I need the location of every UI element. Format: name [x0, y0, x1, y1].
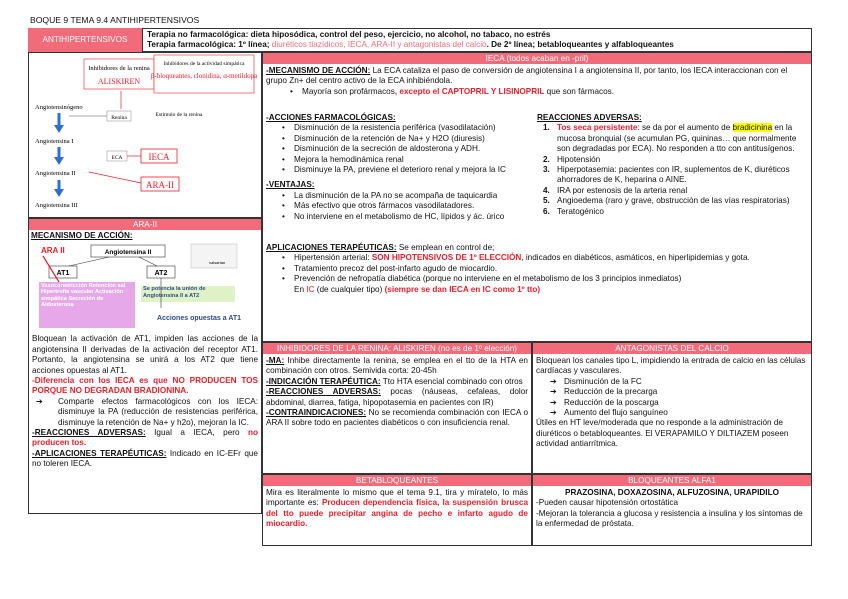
accion-item: • Disminuye la PA, previene el deterioro renal y mejora la IC — [276, 165, 528, 175]
reaccion-item — [543, 196, 809, 206]
fig-potencia-text: Se potencia la unión de Angiotensina II a AT2 — [143, 286, 206, 300]
antihipertensivos-badge — [28, 28, 142, 52]
header-box — [142, 28, 812, 52]
arrow-3-head — [54, 189, 64, 197]
page-title: BOQUE 9 TEMA 9.4 ANTIHIPERTENSIVOS — [30, 15, 200, 25]
accion-item: • Disminución de la resistencia periférica (vasodilatación) — [276, 123, 528, 133]
ieca-reaccion-1 — [543, 123, 809, 154]
renina-reac-text: pocas (náuseas, cefaleas, dolor abdominal, diarrea, fatiga, hipopotasemia en pacientes con IR) — [266, 387, 528, 407]
renina-section — [262, 342, 532, 474]
ieca-apl-title: APLICACIONES TERAPÉUTICAS: — [266, 243, 397, 252]
ieca-ventajas-title: -VENTAJAS: — [266, 180, 315, 190]
ieca-right-col — [537, 113, 809, 217]
reaccion-item — [543, 155, 809, 165]
reaccion-text: Hiperpotasemia: pacientes con IR, suplementos de K, diuréticos ahorradores de K, heparina o AINE. — [557, 165, 790, 185]
beta-text-red: Producen dependencia física, la suspensión brusca del tto puede precipitar angina de pecho e infarto agudo de miocardio. — [266, 498, 528, 529]
ieca-left-col — [266, 113, 528, 222]
renina-header: INHIBIDORES DE LA RENINA: ALISKIREN (no es de 1º elección) — [263, 343, 531, 354]
inhibidores-renina-text: Inhibidores de la renina — [88, 65, 150, 72]
eca-text: ECA — [111, 155, 123, 161]
ieca-text: IECA — [148, 152, 170, 162]
ieca-section — [262, 52, 812, 342]
ieca-mecanismo — [266, 66, 808, 87]
ara2-reac-red: no producen tos. — [32, 428, 259, 448]
ventaja-item: • La disminución de la PA no se acompaña de taquicardia — [276, 191, 528, 201]
aliskiren-text: ALISKIREN — [97, 77, 141, 86]
reaccion-item — [543, 186, 809, 196]
renina-ma-title: -MA: — [266, 356, 285, 365]
calcio-item: ➔ Reducción de la precarga — [546, 387, 808, 397]
inhib-simpatico-text: Inhibidores de la actividad simpática — [163, 61, 245, 67]
calcio-item: ➔ Aumento del flujo sanguíneo — [546, 408, 808, 418]
line2-b: . De 2º línea; betabloqueantes y alfabloqueantes — [486, 40, 674, 50]
angiotensina1-text: Angiotensina I — [35, 138, 74, 145]
renina-reac-title: -REACCIONES ADVERSAS: — [266, 387, 381, 397]
renina-contra-title: -CONTRAINDICACIONES: — [266, 408, 367, 418]
ara2-apl-text: Indicado en IC-EFr que no toleren IECA. — [32, 448, 258, 469]
arrow-1-head — [54, 125, 64, 133]
reaccion-text: IRA por estenosis de la arteria renal — [557, 185, 688, 195]
reaccion-item — [543, 207, 809, 217]
apl4-a: En — [294, 284, 307, 294]
renina-text: Renina — [111, 115, 127, 121]
fig-ara-text: ARA II — [41, 246, 65, 256]
ieca-mec-title: -MECANISMO DE ACCIÓN: — [266, 66, 371, 75]
calcio-intro: Bloquean los canales tipo L, impidiendo la entrada de calcio en las células cardíacas y vasculares. — [536, 356, 806, 376]
calcio-list — [536, 377, 808, 419]
renina-ind-text: Tto HTA esencial combinado con otros — [380, 376, 523, 386]
ara2-section — [28, 218, 262, 514]
reaccion-text: Hipotensión — [557, 154, 601, 164]
header-line2 — [147, 40, 807, 50]
accion-item: • Disminución de la secreción de aldosterona y ADH. — [276, 144, 528, 154]
apl3-text: Prevención de nefropatía diabética (porque no interviene en el metabolismo de los 3 principios inmediatos) — [294, 274, 682, 284]
ara2-reac-text: Igual a IECA, pero — [145, 428, 248, 438]
calcio-item: ➔ Disminución de la FC — [546, 377, 808, 387]
ieca-aplicaciones — [266, 243, 811, 295]
ieca-ventajas-list — [266, 191, 528, 222]
apl1-b: , indicados en diabéticos, asmáticos, en hiperlipidemias y gota. — [521, 253, 750, 263]
apl4-red: (siempre se dan IECA en IC como 1º tto) — [384, 284, 541, 294]
ieca-mec-bullet — [284, 87, 808, 97]
ara2-apl-title: -APLICACIONES TERAPÉUTICAS: — [32, 448, 167, 458]
ara2-p2: -Diferencia con los IECA es que NO PRODUCEN TOS PORQUE NO DEGRADAN BRADIONINA. — [32, 376, 258, 396]
mec-bullet-b: que son fármacos. — [544, 86, 615, 96]
renina-reacciones — [266, 387, 528, 408]
raas-diagram — [28, 52, 262, 218]
ieca-apl-2: • Tratamiento precoz del post-infarto agudo de miocardio. — [276, 264, 811, 274]
renina-contra — [266, 408, 528, 429]
angiotensina3-text: Angiotensina III — [35, 202, 78, 209]
estimulo-text: Estímulo de la renina — [155, 112, 203, 118]
alfa-section — [532, 474, 812, 546]
apl4-ic: IC — [306, 284, 315, 294]
ieca-acciones-title: -ACCIONES FARMACOLÓGICAS: — [266, 113, 396, 122]
ara2-aplicaciones — [32, 449, 258, 470]
calcio-p2: Útiles en HT leve/moderada que no responde a la administración de diuréticos o betabloqueantes. El VERAPAMILO Y DILTIAZEM poseen actividad antiarrítmica. — [536, 418, 789, 449]
beta-header: BETABLOQUEANTES — [263, 475, 531, 486]
fig-at2-text: AT2 — [154, 270, 168, 278]
ieca-apl-1 — [276, 253, 811, 263]
alfa-drugs: PRAZOSINA, DOXAZOSINA, ALFUZOSINA, URAPIDILO — [565, 488, 779, 497]
ara2-text: ARA-II — [146, 180, 174, 190]
fig-line-at2 — [139, 257, 157, 266]
ara2-p3: ➔ Comparte efectos farmacológicos con los IECA: disminuye la PA (reducción de resistencias periférica, disminuye la retención de Na+ y h2o), mejoran la IC. — [32, 397, 258, 428]
mec-bullet-red: , excepto el CAPTOPRIL Y LISINOPRIL — [394, 86, 545, 96]
ieca-reacciones-rest — [537, 155, 809, 217]
reac1-highlight: bradicinina — [732, 123, 773, 133]
fig-line-at1 — [69, 257, 109, 266]
ara2-p1: Bloquean la activación de AT1, impiden las acciones de la angiotensina II derivadas de la activación del receptor AT1. Portanto, la angiotensina se unirá a los AT2 que tiene acciones opuestas al AT1. — [32, 334, 258, 375]
calcio-header: ANTAGONISTAS DEL CALCIO — [533, 343, 811, 354]
alfa-header: BLOQUEANTES ALFA1 — [533, 475, 811, 486]
accion-item: • Disminución de la retención de Na+ y H2O (diuresis) — [276, 134, 528, 144]
fig-valsartan-text: valsartan — [209, 260, 226, 266]
reaccion-item — [543, 165, 809, 186]
renina-contra-text: No se recomienda combinación con IECA o ARA II sobre todo en pacientes diabéticos o con insuficiencia renal. — [266, 408, 528, 428]
angiotensinogeno-text: Angiotensinógeno — [35, 104, 83, 111]
reac1-n: 1. — [543, 123, 550, 133]
accion-item: • Mejora la hemodinámica renal — [276, 155, 528, 165]
ara2-reac-title: -REACCIONES ADVERSAS: — [32, 428, 146, 438]
reaccion-number: 4. — [543, 185, 550, 195]
fig-effects-text: Vasoconstricción Retención sal Hipertrofia vascular Activación simpática Secreción de Aldosterona — [41, 283, 126, 309]
ieca-reacciones-title: REACCIONES ADVERSAS: — [537, 113, 642, 122]
ventaja-item: • Más efectivo que otros fármacos vasodilatadores. — [276, 201, 528, 211]
calcio-section — [532, 342, 812, 474]
apl1-a: Hipertensión arterial: — [294, 253, 372, 263]
beta-text — [263, 486, 531, 532]
renina-ma-text: Inhibe directamente la renina, se emplea en el tto de la HTA en combinación con otros. Semivida corta: 20-45h — [266, 356, 528, 376]
ieca-acciones-list — [266, 123, 528, 175]
alfa-l1: -Pueden causar hipotensión ortostática — [536, 498, 679, 508]
ara2-reacciones — [32, 428, 258, 449]
renina-ma — [266, 356, 528, 377]
line2-a: Terapia farmacológica: 1º línea; — [147, 40, 272, 50]
line2-red: diuréticos tiazídicos, IECA, ARA-II y antagonistas del calcio — [271, 40, 487, 50]
apl1-red: SON HIPOTENSIVOS DE 1º ELECCIÓN — [371, 253, 522, 263]
bloqueantes-text: β-bloqueantes, clonidina, α-metildopa — [150, 72, 258, 80]
angiotensina2-text: Angiotensina II — [35, 170, 76, 177]
calcio-item: ➔ Reducción de la poscarga — [546, 398, 808, 408]
reaccion-number: 6. — [543, 206, 550, 216]
reaccion-number: 5. — [543, 196, 550, 206]
beta-section — [262, 474, 532, 546]
fig-opuestas-text: Acciones opuestas a AT1 — [157, 315, 242, 323]
mec-bullet-a: Mayoría son profármacos — [302, 86, 395, 96]
ara2-header: ARA-II — [29, 219, 261, 230]
renina-ind-title: -INDICACIÓN TERAPÉUTICA: — [266, 376, 381, 386]
fig-at1-text: AT1 — [56, 270, 70, 278]
reac1-b: en la mucosa bronquial (se acumulan PG, quininas… que normalmente son degradadas por ECA). No responden a tto con antitusígenos. — [557, 123, 797, 154]
ieca-apl-intro: Se emplean en control de; — [396, 243, 495, 252]
reac1-a: : se da por el aumento de — [637, 123, 733, 133]
ieca-apl-3 — [276, 274, 811, 295]
reaccion-text: Teratogénico — [557, 206, 604, 216]
ara-line — [89, 172, 141, 183]
ieca-reacciones-list — [537, 123, 809, 154]
renina-indicacion — [266, 377, 528, 387]
reaccion-text: Angioedema (raro y grave, obstrucción de las vías respiratorias) — [557, 196, 790, 206]
ieca-header: IECA (todos acaban en -pril) — [263, 53, 811, 64]
reaccion-number: 3. — [543, 165, 550, 175]
ara2-mecanismo-title: MECANISMO DE ACCIÓN: — [31, 231, 133, 240]
ara2-figure — [29, 242, 261, 334]
raas-svg — [29, 53, 261, 217]
badge-label: ANTIHIPERTENSIVOS — [42, 35, 128, 44]
alfa-l2: -Mejoran la tolerancia a glucosa y resistencia a insulina y los síntomas de la enfermedad de próstata. — [536, 508, 803, 529]
reac1-red: Tos seca persistente — [557, 123, 638, 133]
fig-angio-text: Angiotensina II — [104, 249, 152, 257]
arrow-2-head — [54, 157, 64, 165]
ieca-mec-text: La ECA cataliza el paso de conversión de angiotensina I a angiotensina II, por tanto, los IECA interaccionan con el grupo Zn+ del centro activo de la ECA inhibiéndola. — [266, 66, 788, 86]
beta-text-a: Mira es literalmente lo mismo que el tema 9.1, tira y míratelo, lo más importante es: — [266, 488, 528, 508]
apl4-b: (de cualquier tipo) — [314, 284, 385, 294]
reaccion-number: 2. — [543, 154, 550, 164]
ventaja-item: • No interviene en el metabolismo de HC, lípidos y ác. úrico — [276, 212, 528, 222]
header-line1: Terapia no farmacológica: dieta hiposódica, control del peso, ejercicio, no alcohol, no tabaco, no estrés — [147, 30, 551, 39]
